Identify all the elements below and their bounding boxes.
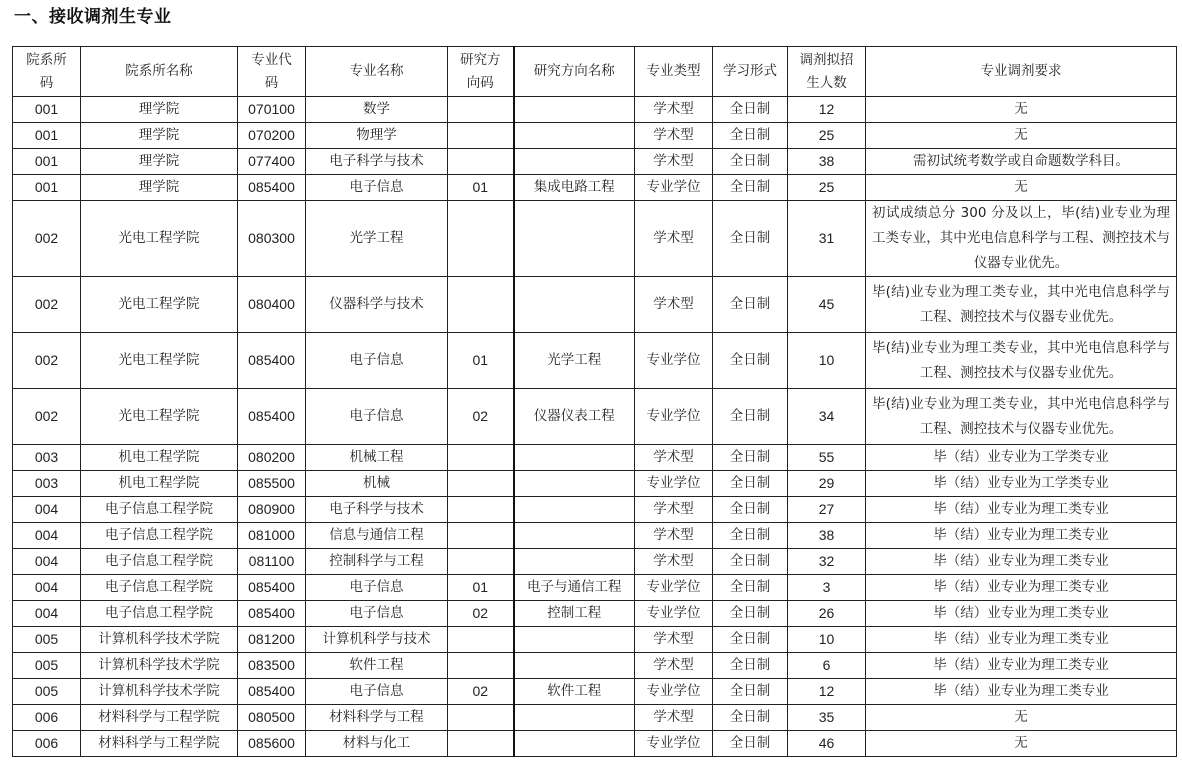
table-row	[13, 471, 1177, 497]
cell-quota: 45	[788, 277, 866, 333]
cell-major-type: 学术型	[635, 549, 713, 575]
cell-direction-code: 02	[448, 679, 514, 705]
cell-dept-code: 005	[13, 653, 81, 679]
cell-major-type: 学术型	[635, 627, 713, 653]
cell-dept-code: 001	[13, 149, 81, 175]
cell-dept-code: 004	[13, 549, 81, 575]
cell-dept-name: 计算机科学技术学院	[81, 627, 238, 653]
table-row	[13, 175, 1177, 201]
cell-dept-name: 理学院	[81, 175, 238, 201]
cell-direction-code	[448, 445, 514, 471]
cell-major-type: 学术型	[635, 201, 713, 277]
cell-major-name: 电子信息	[306, 389, 448, 445]
cell-dept-name: 电子信息工程学院	[81, 575, 238, 601]
table-row	[13, 523, 1177, 549]
section-title: 一、接收调剂生专业	[14, 7, 172, 27]
cell-quota: 12	[788, 97, 866, 123]
cell-major-type: 专业学位	[635, 601, 713, 627]
cell-major-code: 080400	[238, 277, 306, 333]
cell-direction-code	[448, 149, 514, 175]
table-row	[13, 705, 1177, 731]
cell-requirements: 毕（结）业专业为理工类专业	[866, 497, 1177, 523]
cell-major-code: 085500	[238, 471, 306, 497]
header-major-name: 专业名称	[306, 47, 448, 97]
cell-dept-name: 电子信息工程学院	[81, 497, 238, 523]
table-row	[13, 149, 1177, 175]
cell-dept-name: 光电工程学院	[81, 277, 238, 333]
cell-major-type: 专业学位	[635, 175, 713, 201]
cell-major-type: 学术型	[635, 705, 713, 731]
cell-major-name: 电子信息	[306, 575, 448, 601]
cell-major-name: 电子信息	[306, 175, 448, 201]
cell-direction-code	[448, 627, 514, 653]
cell-direction-name: 仪器仪表工程	[514, 389, 635, 445]
adjustment-majors-table	[12, 46, 1177, 757]
cell-dept-code: 002	[13, 389, 81, 445]
cell-major-code: 081100	[238, 549, 306, 575]
cell-dept-name: 机电工程学院	[81, 445, 238, 471]
table-row	[13, 679, 1177, 705]
cell-dept-name: 电子信息工程学院	[81, 601, 238, 627]
cell-dept-code: 004	[13, 601, 81, 627]
cell-direction-name	[514, 149, 635, 175]
cell-direction-code: 02	[448, 389, 514, 445]
cell-study-mode: 全日制	[713, 731, 788, 757]
cell-major-code: 085400	[238, 175, 306, 201]
cell-direction-name: 软件工程	[514, 679, 635, 705]
cell-quota: 3	[788, 575, 866, 601]
cell-major-name: 仪器科学与技术	[306, 277, 448, 333]
cell-direction-code: 01	[448, 575, 514, 601]
table-row	[13, 123, 1177, 149]
header-requirements: 专业调剂要求	[866, 47, 1177, 97]
table-row	[13, 575, 1177, 601]
table-row	[13, 445, 1177, 471]
cell-direction-code: 01	[448, 175, 514, 201]
cell-study-mode: 全日制	[713, 523, 788, 549]
cell-quota: 31	[788, 201, 866, 277]
cell-direction-name	[514, 123, 635, 149]
cell-quota: 34	[788, 389, 866, 445]
cell-direction-name: 光学工程	[514, 333, 635, 389]
table-header-row	[13, 47, 1177, 97]
cell-study-mode: 全日制	[713, 389, 788, 445]
header-major-type: 专业类型	[635, 47, 713, 97]
cell-direction-code	[448, 549, 514, 575]
cell-major-name: 机械工程	[306, 445, 448, 471]
cell-dept-name: 材料科学与工程学院	[81, 731, 238, 757]
cell-major-type: 学术型	[635, 277, 713, 333]
table-row	[13, 97, 1177, 123]
cell-major-type: 专业学位	[635, 389, 713, 445]
header-study-mode: 学习形式	[713, 47, 788, 97]
cell-dept-code: 004	[13, 497, 81, 523]
cell-direction-code	[448, 523, 514, 549]
cell-direction-code	[448, 705, 514, 731]
cell-dept-code: 001	[13, 175, 81, 201]
cell-quota: 26	[788, 601, 866, 627]
cell-direction-code: 02	[448, 601, 514, 627]
cell-direction-code	[448, 277, 514, 333]
cell-major-code: 081200	[238, 627, 306, 653]
cell-dept-name: 光电工程学院	[81, 389, 238, 445]
cell-dept-name: 电子信息工程学院	[81, 523, 238, 549]
cell-dept-name: 理学院	[81, 123, 238, 149]
cell-direction-code	[448, 731, 514, 757]
cell-major-type: 学术型	[635, 445, 713, 471]
cell-major-code: 085600	[238, 731, 306, 757]
cell-study-mode: 全日制	[713, 97, 788, 123]
cell-major-type: 学术型	[635, 653, 713, 679]
cell-major-name: 电子信息	[306, 333, 448, 389]
header-quota: 调剂拟招生人数	[788, 47, 866, 97]
cell-requirements: 毕（结）业专业为理工类专业	[866, 575, 1177, 601]
cell-major-type: 专业学位	[635, 731, 713, 757]
cell-direction-name	[514, 97, 635, 123]
cell-dept-name: 光电工程学院	[81, 201, 238, 277]
cell-study-mode: 全日制	[713, 705, 788, 731]
cell-major-name: 信息与通信工程	[306, 523, 448, 549]
cell-study-mode: 全日制	[713, 201, 788, 277]
cell-direction-code	[448, 201, 514, 277]
cell-dept-code: 005	[13, 679, 81, 705]
cell-major-name: 物理学	[306, 123, 448, 149]
table-row	[13, 653, 1177, 679]
cell-dept-code: 001	[13, 97, 81, 123]
cell-dept-name: 理学院	[81, 97, 238, 123]
table-row	[13, 277, 1177, 333]
cell-requirements: 毕（结）业专业为理工类专业	[866, 627, 1177, 653]
cell-major-code: 070100	[238, 97, 306, 123]
cell-dept-code: 006	[13, 731, 81, 757]
cell-requirements: 毕(结)业专业为理工类专业，其中光电信息科学与工程、测控技术与仪器专业优先。	[866, 333, 1177, 389]
cell-direction-code	[448, 497, 514, 523]
cell-major-type: 专业学位	[635, 333, 713, 389]
cell-major-name: 电子信息	[306, 601, 448, 627]
cell-major-code: 085400	[238, 389, 306, 445]
cell-dept-code: 003	[13, 445, 81, 471]
header-dept-name: 院系所名称	[81, 47, 238, 97]
cell-major-code: 080900	[238, 497, 306, 523]
cell-dept-code: 002	[13, 333, 81, 389]
cell-requirements: 毕（结）业专业为理工类专业	[866, 549, 1177, 575]
cell-major-name: 电子科学与技术	[306, 497, 448, 523]
cell-major-code: 080500	[238, 705, 306, 731]
cell-dept-name: 电子信息工程学院	[81, 549, 238, 575]
table-row	[13, 389, 1177, 445]
cell-major-code: 085400	[238, 679, 306, 705]
cell-study-mode: 全日制	[713, 123, 788, 149]
cell-major-type: 学术型	[635, 97, 713, 123]
cell-dept-code: 005	[13, 627, 81, 653]
cell-direction-name	[514, 201, 635, 277]
cell-direction-name	[514, 471, 635, 497]
cell-direction-code	[448, 653, 514, 679]
cell-quota: 55	[788, 445, 866, 471]
cell-direction-name	[514, 731, 635, 757]
cell-major-name: 材料科学与工程	[306, 705, 448, 731]
cell-major-type: 学术型	[635, 149, 713, 175]
cell-major-type: 专业学位	[635, 575, 713, 601]
cell-quota: 38	[788, 149, 866, 175]
cell-study-mode: 全日制	[713, 627, 788, 653]
cell-major-name: 电子科学与技术	[306, 149, 448, 175]
cell-dept-code: 002	[13, 277, 81, 333]
cell-direction-name	[514, 497, 635, 523]
cell-major-code: 080200	[238, 445, 306, 471]
cell-dept-code: 001	[13, 123, 81, 149]
cell-requirements: 无	[866, 175, 1177, 201]
cell-requirements: 无	[866, 731, 1177, 757]
cell-major-code: 070200	[238, 123, 306, 149]
cell-quota: 6	[788, 653, 866, 679]
cell-dept-code: 002	[13, 201, 81, 277]
cell-study-mode: 全日制	[713, 679, 788, 705]
table-row	[13, 731, 1177, 757]
cell-requirements: 初试成绩总分 300 分及以上，毕(结)业专业为理工类专业，其中光电信息科学与工程、测控技术与仪器专业优先。	[866, 201, 1177, 277]
cell-major-code: 085400	[238, 601, 306, 627]
cell-major-code: 085400	[238, 575, 306, 601]
cell-direction-name: 集成电路工程	[514, 175, 635, 201]
cell-major-name: 软件工程	[306, 653, 448, 679]
cell-requirements: 毕（结）业专业为工学类专业	[866, 471, 1177, 497]
cell-quota: 25	[788, 123, 866, 149]
cell-study-mode: 全日制	[713, 497, 788, 523]
cell-quota: 10	[788, 627, 866, 653]
cell-major-name: 控制科学与工程	[306, 549, 448, 575]
cell-direction-name	[514, 627, 635, 653]
header-direction-name: 研究方向名称	[514, 47, 635, 97]
cell-major-name: 计算机科学与技术	[306, 627, 448, 653]
cell-quota: 25	[788, 175, 866, 201]
cell-dept-name: 机电工程学院	[81, 471, 238, 497]
cell-dept-code: 003	[13, 471, 81, 497]
cell-quota: 29	[788, 471, 866, 497]
cell-direction-name	[514, 277, 635, 333]
cell-dept-code: 004	[13, 523, 81, 549]
cell-major-type: 专业学位	[635, 679, 713, 705]
cell-direction-code	[448, 97, 514, 123]
cell-quota: 38	[788, 523, 866, 549]
cell-direction-code	[448, 123, 514, 149]
table-row	[13, 549, 1177, 575]
table-row	[13, 333, 1177, 389]
cell-dept-name: 材料科学与工程学院	[81, 705, 238, 731]
cell-requirements: 无	[866, 123, 1177, 149]
cell-major-code: 077400	[238, 149, 306, 175]
table-row	[13, 601, 1177, 627]
cell-study-mode: 全日制	[713, 549, 788, 575]
cell-major-code: 080300	[238, 201, 306, 277]
cell-study-mode: 全日制	[713, 653, 788, 679]
cell-dept-name: 理学院	[81, 149, 238, 175]
cell-study-mode: 全日制	[713, 277, 788, 333]
header-direction-code: 研究方向码	[448, 47, 514, 97]
cell-dept-code: 004	[13, 575, 81, 601]
table-row	[13, 627, 1177, 653]
cell-requirements: 毕（结）业专业为理工类专业	[866, 653, 1177, 679]
cell-major-name: 机械	[306, 471, 448, 497]
cell-dept-name: 光电工程学院	[81, 333, 238, 389]
cell-requirements: 毕（结）业专业为理工类专业	[866, 523, 1177, 549]
cell-direction-name	[514, 705, 635, 731]
cell-major-type: 专业学位	[635, 471, 713, 497]
cell-direction-name	[514, 445, 635, 471]
cell-dept-name: 计算机科学技术学院	[81, 679, 238, 705]
cell-major-name: 数学	[306, 97, 448, 123]
cell-requirements: 毕（结）业专业为理工类专业	[866, 601, 1177, 627]
table-row	[13, 497, 1177, 523]
cell-quota: 32	[788, 549, 866, 575]
cell-direction-code	[448, 471, 514, 497]
cell-major-type: 学术型	[635, 497, 713, 523]
cell-quota: 27	[788, 497, 866, 523]
table-row	[13, 201, 1177, 277]
cell-direction-name: 电子与通信工程	[514, 575, 635, 601]
cell-study-mode: 全日制	[713, 601, 788, 627]
cell-major-code: 085400	[238, 333, 306, 389]
cell-requirements: 毕(结)业专业为理工类专业，其中光电信息科学与工程、测控技术与仪器专业优先。	[866, 389, 1177, 445]
cell-major-code: 081000	[238, 523, 306, 549]
cell-study-mode: 全日制	[713, 149, 788, 175]
cell-major-name: 电子信息	[306, 679, 448, 705]
cell-study-mode: 全日制	[713, 445, 788, 471]
cell-major-name: 材料与化工	[306, 731, 448, 757]
header-dept-code: 院系所码	[13, 47, 81, 97]
cell-major-type: 学术型	[635, 123, 713, 149]
cell-quota: 10	[788, 333, 866, 389]
cell-requirements: 毕（结）业专业为理工类专业	[866, 679, 1177, 705]
cell-major-type: 学术型	[635, 523, 713, 549]
cell-study-mode: 全日制	[713, 333, 788, 389]
cell-direction-name	[514, 523, 635, 549]
cell-direction-name	[514, 653, 635, 679]
cell-direction-code: 01	[448, 333, 514, 389]
cell-dept-name: 计算机科学技术学院	[81, 653, 238, 679]
cell-quota: 12	[788, 679, 866, 705]
cell-dept-code: 006	[13, 705, 81, 731]
cell-requirements: 毕(结)业专业为理工类专业，其中光电信息科学与工程、测控技术与仪器专业优先。	[866, 277, 1177, 333]
cell-major-name: 光学工程	[306, 201, 448, 277]
cell-requirements: 无	[866, 97, 1177, 123]
cell-direction-name	[514, 549, 635, 575]
cell-quota: 35	[788, 705, 866, 731]
cell-study-mode: 全日制	[713, 175, 788, 201]
cell-major-code: 083500	[238, 653, 306, 679]
cell-study-mode: 全日制	[713, 575, 788, 601]
cell-direction-name: 控制工程	[514, 601, 635, 627]
cell-quota: 46	[788, 731, 866, 757]
cell-requirements: 无	[866, 705, 1177, 731]
cell-requirements: 需初试统考数学或自命题数学科目。	[866, 149, 1177, 175]
header-major-code: 专业代码	[238, 47, 306, 97]
cell-study-mode: 全日制	[713, 471, 788, 497]
cell-requirements: 毕（结）业专业为工学类专业	[866, 445, 1177, 471]
